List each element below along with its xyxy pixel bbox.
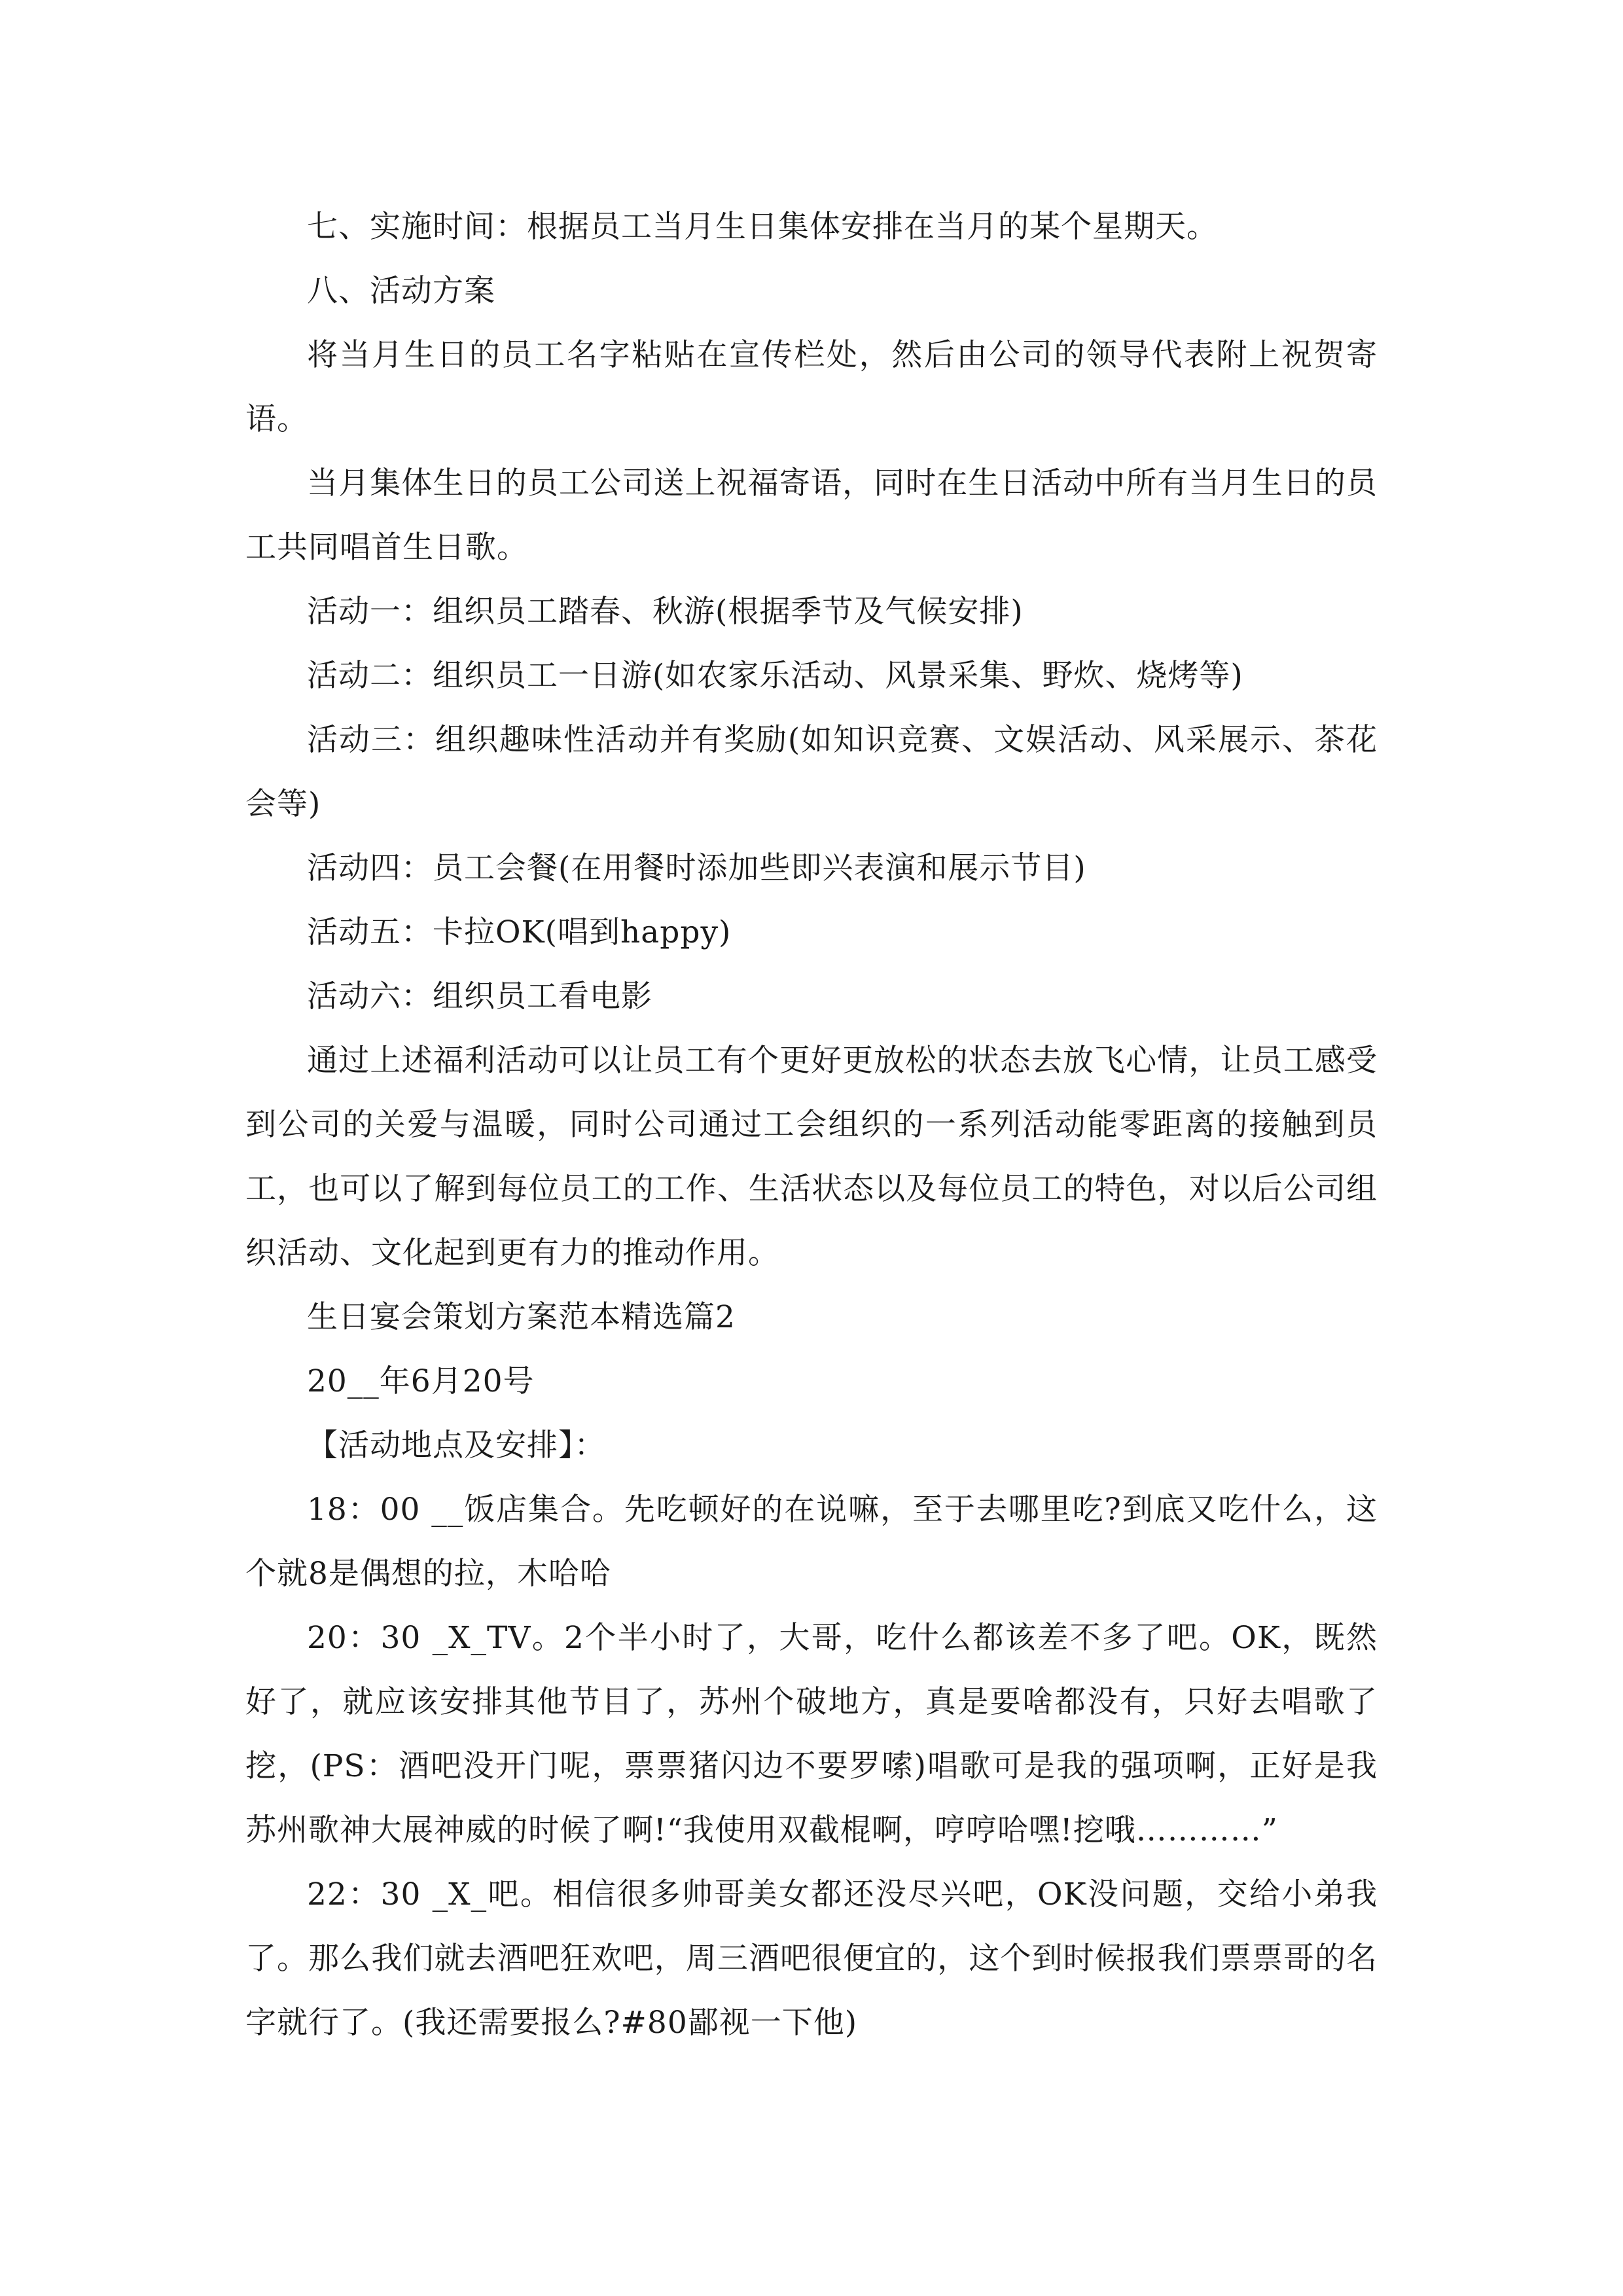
paragraph-activity-plan-heading: 八、活动方案 xyxy=(307,273,495,309)
paragraph-activity-4: 活动四：员工会餐(在用餐时添加些即兴表演和展示节目) xyxy=(307,850,1086,886)
paragraph-schedule-2030: 20：30 _X_TV。2个半小时了，大哥，吃什么都该差不多了吧。OK，既然好了，就应该安排其他节目了，苏州个破地方，真是要啥都没有，只好去唱歌了挖，(PS：酒吧没开门呢，票票猪闪边不要罗嗦)唱歌可是我的强项啊，正好是我苏州歌神大展神威的时候了啊!“我使用双截棍啊，哼哼哈嘿!挖哦…………” xyxy=(245,1620,1378,1848)
paragraph-location-heading: 【活动地点及安排】： xyxy=(307,1427,606,1463)
paragraph-section-title: 生日宴会策划方案范本精选篇2 xyxy=(307,1299,736,1335)
paragraph-birthday-song: 当月集体生日的员工公司送上祝福寄语，同时在生日活动中所有当月生日的员工共同唱首生日歌。 xyxy=(245,465,1378,565)
paragraph-activity-5: 活动五：卡拉OK(唱到happy) xyxy=(307,914,732,950)
paragraph-schedule-1800: 18：00 __饭店集合。先吃顿好的在说嘛，至于去哪里吃?到底又吃什么，这个就8是偶想的拉，木哈哈 xyxy=(245,1492,1378,1592)
document-body xyxy=(245,195,1378,2055)
paragraph-date: 20__年6月20号 xyxy=(307,1363,535,1399)
paragraph-implementation-time: 七、实施时间：根据员工当月生日集体安排在当月的某个星期天。 xyxy=(307,209,1218,245)
paragraph-activity-6: 活动六：组织员工看电影 xyxy=(307,978,652,1014)
paragraph-summary: 通过上述福利活动可以让员工有个更好更放松的状态去放飞心情，让员工感受到公司的关爱与温暖，同时公司通过工会组织的一系列活动能零距离的接触到员工，也可以了解到每位员工的工作、生活状态以及每位员工的特色，对以后公司组织活动、文化起到更有力的推动作用。 xyxy=(245,1043,1378,1271)
paragraph-schedule-2230: 22：30 _X_吧。相信很多帅哥美女都还没尽兴吧，OK没问题，交给小弟我了。那么我们就去酒吧狂欢吧，周三酒吧很便宜的，这个到时候报我们票票哥的名字就行了。(我还需要报么?#80鄙视一下他) xyxy=(245,1876,1378,2041)
paragraph-activity-1: 活动一：组织员工踏春、秋游(根据季节及气候安排) xyxy=(307,594,1024,630)
paragraph-activity-2: 活动二：组织员工一日游(如农家乐活动、风景采集、野炊、烧烤等) xyxy=(307,658,1243,694)
paragraph-bulletin-board: 将当月生日的员工名字粘贴在宣传栏处，然后由公司的领导代表附上祝贺寄语。 xyxy=(245,337,1378,437)
paragraph-activity-3: 活动三：组织趣味性活动并有奖励(如知识竞赛、文娱活动、风采展示、茶花会等) xyxy=(245,722,1378,822)
